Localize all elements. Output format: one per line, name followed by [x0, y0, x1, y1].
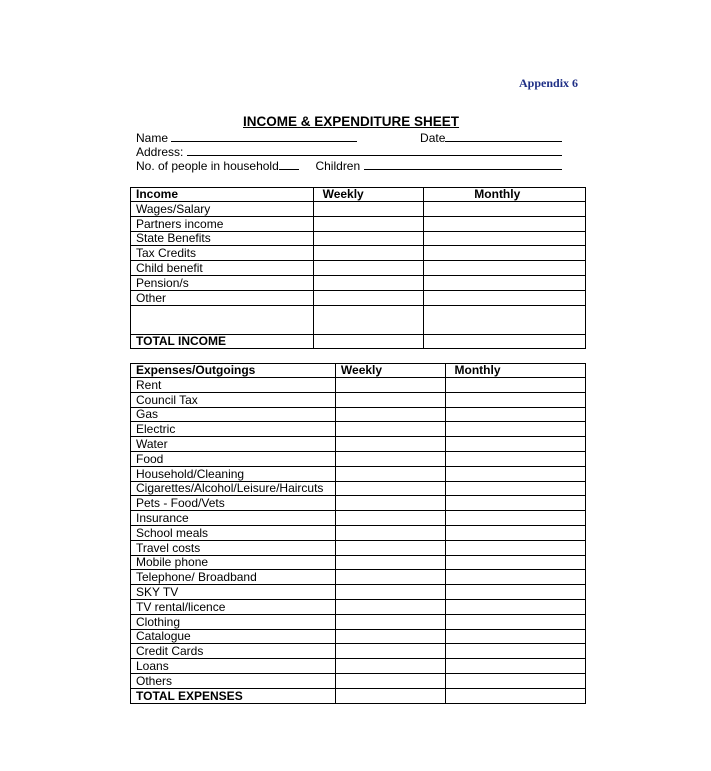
expenses-weekly-cell[interactable] — [335, 378, 445, 393]
expenses-weekly-cell[interactable] — [335, 437, 445, 452]
income-row-label: State Benefits — [131, 231, 314, 246]
expenses-monthly-cell[interactable] — [445, 466, 585, 481]
income-weekly-cell[interactable] — [313, 275, 424, 290]
expenses-row — [131, 629, 586, 644]
expenses-row-label: Telephone/ Broadband — [131, 570, 336, 585]
income-weekly-cell[interactable] — [313, 246, 424, 261]
income-weekly-cell[interactable] — [313, 231, 424, 246]
name-label: Name — [136, 131, 169, 145]
expenses-row-label: Others — [131, 673, 336, 688]
expenses-row-label: Food — [131, 451, 336, 466]
date-field[interactable] — [445, 131, 562, 142]
expenses-row-label: Insurance — [131, 511, 336, 526]
expenses-row-label: Travel costs — [131, 540, 336, 555]
income-weekly-cell[interactable] — [313, 290, 424, 305]
household-label: No. of people in household — [136, 159, 279, 173]
expenses-row-label: Pets - Food/Vets — [131, 496, 336, 511]
expenses-row — [131, 555, 586, 570]
income-row — [131, 202, 586, 217]
household-field[interactable] — [279, 159, 299, 170]
expenses-row — [131, 540, 586, 555]
expenses-weekly-cell[interactable] — [335, 511, 445, 526]
expenses-row-label: Council Tax — [131, 392, 336, 407]
expenses-row-label: Cigarettes/Alcohol/Leisure/Haircuts — [131, 481, 336, 496]
income-row-label: Wages/Salary — [131, 202, 314, 217]
expenses-weekly-cell[interactable] — [335, 525, 445, 540]
appendix-label: Appendix 6 — [519, 76, 579, 90]
income-row-label: Other — [131, 290, 314, 305]
children-field[interactable] — [364, 159, 562, 170]
expenses-row — [131, 511, 586, 526]
expenses-row-label: TV rental/licence — [131, 599, 336, 614]
income-weekly-cell[interactable] — [313, 334, 424, 349]
income-row-label: TOTAL INCOME — [131, 334, 314, 349]
expenses-monthly-cell[interactable] — [445, 525, 585, 540]
expenses-weekly-cell[interactable] — [335, 392, 445, 407]
children-label: Children — [315, 159, 361, 173]
expenses-weekly-cell[interactable] — [335, 585, 445, 600]
expenses-monthly-cell[interactable] — [445, 673, 585, 688]
expenses-weekly-cell[interactable] — [335, 629, 445, 644]
expenses-weekly-cell[interactable] — [335, 451, 445, 466]
expenses-row — [131, 585, 586, 600]
income-table — [130, 187, 586, 349]
expenses-weekly-header: Weekly — [335, 364, 445, 378]
expenses-row — [131, 496, 586, 511]
expenses-header-row — [131, 364, 586, 378]
income-row — [131, 275, 586, 290]
expenses-monthly-cell[interactable] — [445, 659, 585, 674]
expenses-row-label: Catalogue — [131, 629, 336, 644]
income-row — [131, 290, 586, 305]
expenses-monthly-cell[interactable] — [445, 599, 585, 614]
income-monthly-cell[interactable] — [424, 246, 586, 261]
income-total-row — [131, 334, 586, 349]
income-weekly-cell[interactable] — [313, 261, 424, 276]
expenses-row-label: Water — [131, 437, 336, 452]
income-row-label: Tax Credits — [131, 246, 314, 261]
income-monthly-cell[interactable] — [424, 231, 586, 246]
income-row-label: Partners income — [131, 216, 314, 231]
expenses-row — [131, 378, 586, 393]
date-label: Date — [420, 131, 446, 145]
expenses-monthly-cell[interactable] — [445, 540, 585, 555]
expenses-row — [131, 644, 586, 659]
expenses-monthly-cell[interactable] — [445, 378, 585, 393]
expenses-monthly-cell[interactable] — [445, 644, 585, 659]
expenses-row — [131, 451, 586, 466]
expenses-row-label: Loans — [131, 659, 336, 674]
expenses-row — [131, 659, 586, 674]
household-line — [136, 159, 562, 173]
address-field[interactable] — [187, 145, 562, 156]
expenses-row-label: Credit Cards — [131, 644, 336, 659]
income-monthly-cell[interactable] — [424, 275, 586, 290]
name-date-line — [136, 131, 562, 145]
income-weekly-header: Weekly — [313, 188, 424, 202]
income-monthly-cell[interactable] — [424, 290, 586, 305]
income-row-label: Pension/s — [131, 275, 314, 290]
income-weekly-cell[interactable] — [313, 216, 424, 231]
expenses-row — [131, 570, 586, 585]
expenses-row-label: Household/Cleaning — [131, 466, 336, 481]
expenses-monthly-cell[interactable] — [445, 407, 585, 422]
expenses-header: Expenses/Outgoings — [131, 364, 336, 378]
expenses-row — [131, 422, 586, 437]
expenses-monthly-cell[interactable] — [445, 570, 585, 585]
expenses-weekly-cell[interactable] — [335, 659, 445, 674]
expenses-monthly-cell[interactable] — [445, 481, 585, 496]
expenses-monthly-header: Monthly — [445, 364, 585, 378]
income-weekly-cell[interactable] — [313, 305, 424, 334]
expenses-weekly-cell[interactable] — [335, 688, 445, 703]
expenses-weekly-cell[interactable] — [335, 599, 445, 614]
expenses-row-label: Clothing — [131, 614, 336, 629]
expenses-weekly-cell[interactable] — [335, 540, 445, 555]
expenses-monthly-cell[interactable] — [445, 511, 585, 526]
expenses-weekly-cell[interactable] — [335, 496, 445, 511]
expenses-monthly-cell[interactable] — [445, 392, 585, 407]
expenses-monthly-cell[interactable] — [445, 585, 585, 600]
expenses-monthly-cell[interactable] — [445, 614, 585, 629]
expenses-row-label: SKY TV — [131, 585, 336, 600]
expenses-row-label: Electric — [131, 422, 336, 437]
expenses-table — [130, 363, 586, 704]
expenses-row — [131, 599, 586, 614]
expenses-row — [131, 525, 586, 540]
income-row — [131, 246, 586, 261]
income-row-label — [131, 305, 314, 334]
income-header: Income — [131, 188, 314, 202]
expenses-row-label: Gas — [131, 407, 336, 422]
expenses-weekly-cell[interactable] — [335, 422, 445, 437]
expenses-weekly-cell[interactable] — [335, 407, 445, 422]
expenses-row-label: School meals — [131, 525, 336, 540]
expenses-row — [131, 481, 586, 496]
expenses-total-row — [131, 688, 586, 703]
expenses-monthly-cell[interactable] — [445, 437, 585, 452]
expenses-monthly-cell[interactable] — [445, 422, 585, 437]
expenses-weekly-cell[interactable] — [335, 673, 445, 688]
income-weekly-cell[interactable] — [313, 202, 424, 217]
income-monthly-cell[interactable] — [424, 305, 586, 334]
expenses-row — [131, 392, 586, 407]
expenses-monthly-cell[interactable] — [445, 496, 585, 511]
expenses-row — [131, 437, 586, 452]
expenses-weekly-cell[interactable] — [335, 614, 445, 629]
expenses-weekly-cell[interactable] — [335, 644, 445, 659]
expenses-weekly-cell[interactable] — [335, 481, 445, 496]
income-monthly-cell[interactable] — [424, 261, 586, 276]
expenses-row-label: Mobile phone — [131, 555, 336, 570]
expenses-monthly-cell[interactable] — [445, 451, 585, 466]
expenses-weekly-cell[interactable] — [335, 555, 445, 570]
expenses-weekly-cell[interactable] — [335, 570, 445, 585]
expenses-monthly-cell[interactable] — [445, 629, 585, 644]
expenses-row — [131, 673, 586, 688]
income-monthly-header: Monthly — [424, 188, 586, 202]
expenses-monthly-cell[interactable] — [445, 555, 585, 570]
expenses-weekly-cell[interactable] — [335, 466, 445, 481]
sheet-title: INCOME & EXPENDITURE SHEET — [243, 114, 460, 129]
income-row — [131, 216, 586, 231]
address-line — [136, 145, 562, 159]
income-row — [131, 261, 586, 276]
expenses-row-label: TOTAL EXPENSES — [131, 688, 336, 703]
income-row-label: Child benefit — [131, 261, 314, 276]
income-monthly-cell[interactable] — [424, 216, 586, 231]
name-field[interactable] — [171, 131, 357, 142]
income-row — [131, 231, 586, 246]
expenses-row-label: Rent — [131, 378, 336, 393]
income-header-row — [131, 188, 586, 202]
income-blank-row — [131, 305, 586, 334]
income-monthly-cell[interactable] — [424, 334, 586, 349]
expenses-row — [131, 407, 586, 422]
address-label: Address: — [136, 145, 184, 159]
expenses-monthly-cell[interactable] — [445, 688, 585, 703]
expenses-row — [131, 466, 586, 481]
expenses-row — [131, 614, 586, 629]
income-monthly-cell[interactable] — [424, 202, 586, 217]
